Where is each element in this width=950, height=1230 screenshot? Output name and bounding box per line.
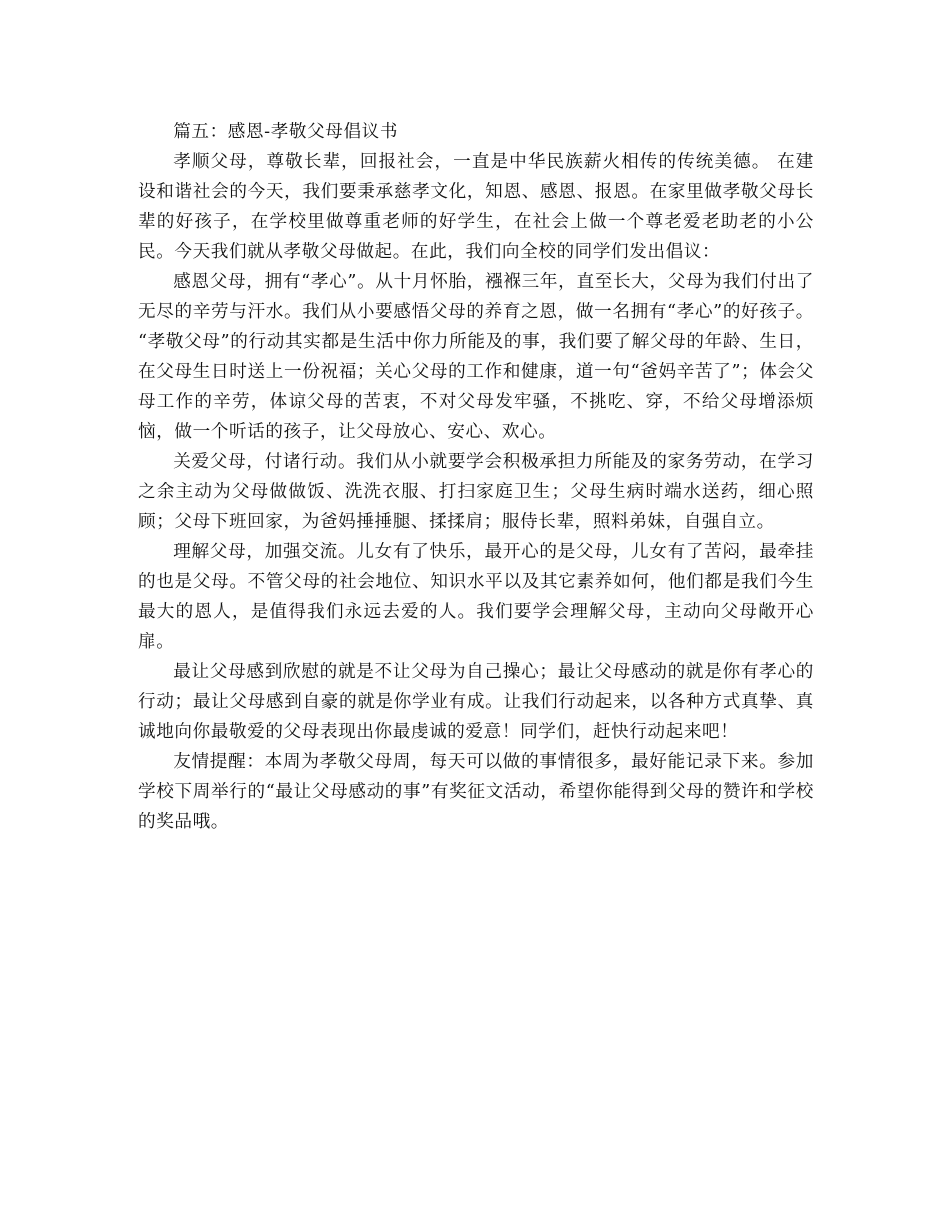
document-title: 篇五：感恩-孝敬父母倡议书 <box>173 122 399 142</box>
paragraph-care: 关爱父母，付诸行动。我们从小就要学会积极承担力所能及的家务劳动，在学习之余主动为父母做做饭、洗洗衣服、打扫家庭卫生；父母生病时端水送药，细心照顾；父母下班回家，为爸妈捶捶腿、揉揉肩；服侍长辈，照料弟妹，自强自立。 <box>138 452 814 532</box>
paragraph-gratitude: 感恩父母，拥有“孝心”。从十月怀胎，襁褓三年，直至长大，父母为我们付出了无尽的辛劳与汗水。我们从小要感悟父母的养育之恩，做一名拥有“孝心”的好孩子。 “孝敬父母”的行动其实都是生活中你力所能及的事，我们要了解父母的年龄、生日，在父母生日时送上一份祝福；关心父母的工作和健康，道一句“爸妈辛苦了”；体会父母工作的辛劳，体谅父母的苦衷，不对父母发牢骚，不挑吃、穿，不给父母增添烦恼，做一个听话的孩子，让父母放心、安心、欢心。 <box>138 272 814 442</box>
document-body <box>138 117 814 837</box>
paragraph-conclusion: 最让父母感到欣慰的就是不让父母为自己操心；最让父母感动的就是你有孝心的行动；最让父母感到自豪的就是你学业有成。让我们行动起来，以各种方式真挚、真诚地向你最敬爱的父母表现出你最虔诚的爱意！同学们，赶快行动起来吧！ <box>138 662 814 742</box>
paragraph-reminder: 友情提醒：本周为孝敬父母周，每天可以做的事情很多，最好能记录下来。参加学校下周举行的“最让父母感动的事”有奖征文活动，希望你能得到父母的赞许和学校的奖品哦。 <box>138 752 814 832</box>
paragraph-intro: 孝顺父母，尊敬长辈，回报社会，一直是中华民族薪火相传的传统美德。 在建设和谐社会的今天，我们要秉承慈孝文化，知恩、感恩、报恩。在家里做孝敬父母长辈的好孩子，在学校里做尊重老师的好学生，在社会上做一个尊老爱老助老的小公民。今天我们就从孝敬父母做起。在此，我们向全校的同学们发出倡议： <box>138 152 814 262</box>
paragraph-understanding: 理解父母，加强交流。儿女有了快乐，最开心的是父母，儿女有了苦闷，最牵挂的也是父母。不管父母的社会地位、知识水平以及其它素养如何，他们都是我们今生最大的恩人，是值得我们永远去爱的人。我们要学会理解父母，主动向父母敞开心扉。 <box>138 542 814 652</box>
